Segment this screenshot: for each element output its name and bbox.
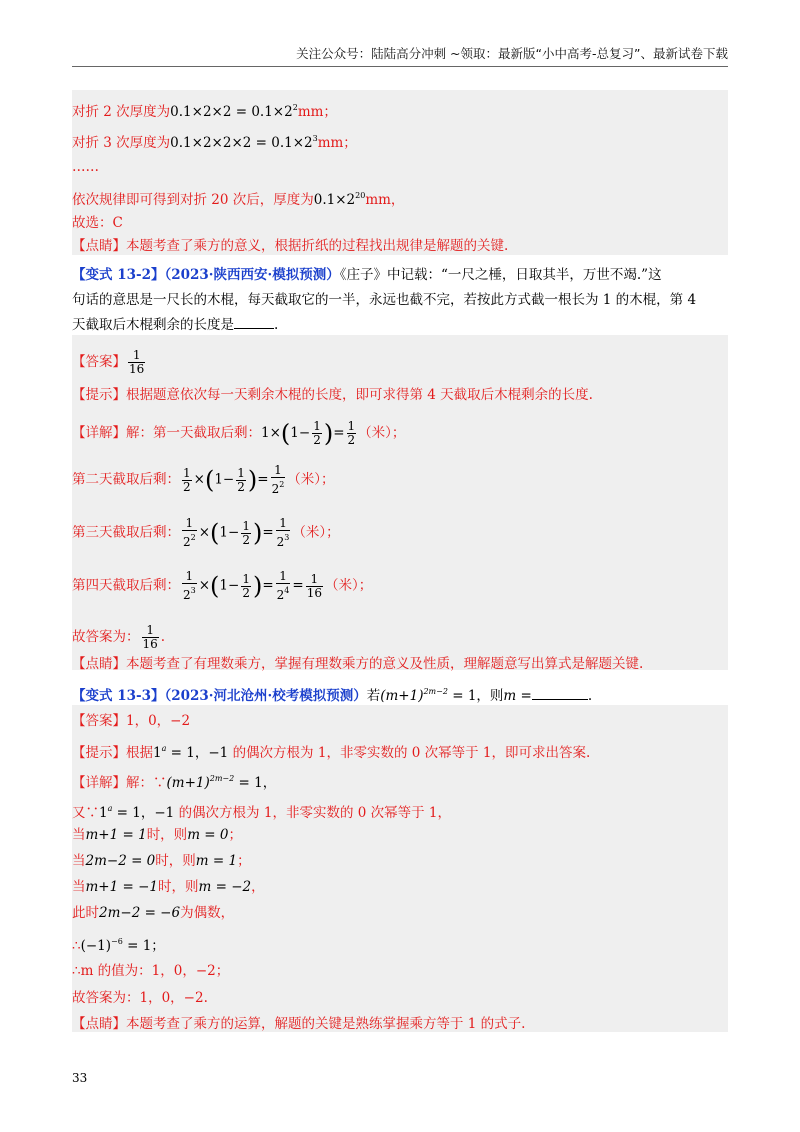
question-13-2-line-1: 【变式 13-2】（2023·陕西西安·模拟预测）《庄子》中记载：“一尺之棰，日取其半，万世不竭.”这 — [72, 267, 662, 283]
detail-line: 【详解】解：$\because(m+1)^{2m-2} = 1$， — [72, 774, 277, 791]
question-13-2-line-3: 天截取后木棍剩余的长度是 . — [72, 317, 279, 333]
solution-line: …… — [72, 159, 99, 175]
page-number: 33 — [72, 1071, 88, 1085]
answer-line: 【答案】 $\frac{1}{16}$ — [72, 348, 145, 376]
answer-block-13-2 — [72, 335, 728, 670]
question-13-3: 【变式 13-3】（2023·河北沧州·校考模拟预测）若$(m+1)^{2m-2} = 1$，则m = . — [72, 687, 593, 704]
detail-line-day-4: 第四天截取后剩： $\frac{1}{2^3}$ ×(1− $\frac{1}{2}$ )= $\frac{1}{2^4}$ = $\frac{1}{16}$ （米）； — [72, 569, 373, 602]
answer-blank — [532, 687, 588, 700]
hint-line: 【提示】根据题意依次每一天剩余木棍的长度，即可求得第 4 天截取后木棍剩余的长度. — [72, 387, 593, 403]
solution-line: 对折 2 次厚度为$0.1\times 2\times 2 = 0.1\times 2^2mm$； — [72, 103, 337, 120]
hint-line: 【提示】根据$1^a = 1$，−1 的偶次方根为 1，非零实数的 0 次幂等于 1，即可求出答案. — [72, 744, 591, 761]
final-answer-line: 故答案为： $\frac{1}{16}$ . — [72, 623, 166, 651]
detail-line: 当m+1 = 1时，则m = 0； — [72, 827, 242, 843]
detail-line: 故答案为：1，0，−2. — [72, 990, 208, 1006]
answer-block-13-3 — [72, 705, 728, 1032]
detail-line: $\therefore(-1)^{-6} = 1$； — [72, 937, 165, 954]
detail-line-day-1: 【详解】解：第一天截取后剩：1×(1− $\frac{1}{2}$ )= $\frac{1}{2}$ （米）； — [72, 419, 406, 448]
key-point-note: 【点睛】本题考查了乘方的意义，根据折纸的过程找出规律是解题的关键. — [72, 238, 509, 254]
answer-blank — [234, 316, 274, 329]
solution-line: 故选：C — [72, 215, 123, 231]
answer-line: 【答案】1，0，−2 — [72, 713, 191, 729]
question-13-2-line-2: 句话的意思是一尺长的木棍，每天截取它的一半，永远也截不完，若按此方式截一根长为 1 的木棍，第 4 — [72, 292, 697, 308]
header-rule — [72, 66, 728, 67]
key-point-note: 【点睛】本题考查了有理数乘方，掌握有理数乘方的意义及性质，理解题意写出算式是解题关键. — [72, 656, 644, 672]
solution-line: 对折 3 次厚度为$0.1\times 2\times 2\times 2 = 0.1\times 2^3mm$； — [72, 134, 357, 151]
solution-block-1 — [72, 90, 728, 255]
page-header: 关注公众号：陆陆高分冲刺 ~领取：最新版“小中高考-总复习”、最新试卷下载 — [296, 46, 728, 61]
detail-line-day-2: 第二天截取后剩： $\frac{1}{2}$ ×(1− $\frac{1}{2}$ )= $\frac{1}{2^2}$ （米）； — [72, 463, 335, 496]
detail-line: ∴m 的值为：1，0，−2； — [72, 963, 230, 979]
detail-line-day-3: 第三天截取后剩： $\frac{1}{2^2}$ ×(1− $\frac{1}{2}$ )= $\frac{1}{2^3}$ （米）； — [72, 516, 340, 549]
detail-line: 当2m−2 = 0时，则m = 1； — [72, 853, 251, 869]
detail-line: 此时2m−2 = −6为偶数， — [72, 905, 235, 921]
detail-line: 当m+1 = −1时，则m = −2， — [72, 879, 265, 895]
fraction: $\frac{1}{16}$ — [129, 348, 145, 376]
key-point-note: 【点睛】本题考查了乘方的运算，解题的关键是熟练掌握乘方等于 1 的式子. — [72, 1016, 526, 1032]
detail-line: 又$\because 1^a = 1$，−1 的偶次方根为 1，非零实数的 0 次幂等于 1， — [72, 804, 451, 821]
solution-line: 依次规律即可得到对折 20 次后，厚度为$0.1\times 2^{20}mm$， — [72, 191, 405, 208]
